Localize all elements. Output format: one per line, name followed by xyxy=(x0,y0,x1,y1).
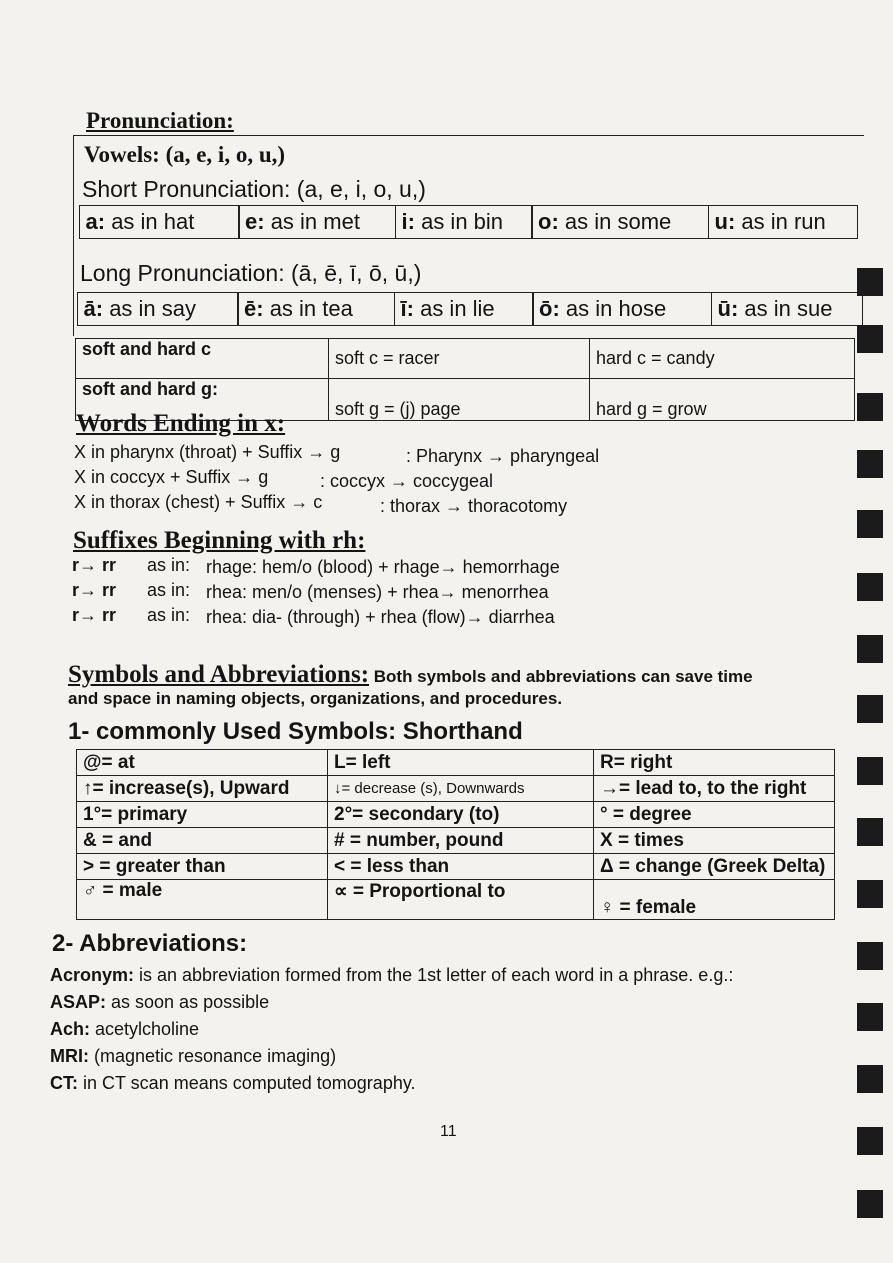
symbols-heading: Symbols and Abbreviations: xyxy=(68,661,370,688)
words-ending-result: : Pharynx → pharyngeal xyxy=(406,446,600,466)
soft-hard-table xyxy=(75,338,855,421)
binding-mark xyxy=(857,393,883,421)
symbol-cell: ♀ = female xyxy=(594,880,835,920)
symbol-cell: # = number, pound xyxy=(328,828,594,854)
binding-mark xyxy=(857,1190,883,1218)
binding-mark xyxy=(857,450,883,478)
words-ending-result: : coccyx → coccygeal xyxy=(320,471,494,491)
words-ending-line: X in coccyx + Suffix → g xyxy=(74,467,269,487)
abbreviation-line: Ach: acetylcholine xyxy=(50,1019,200,1039)
long-cell: ā: as in say xyxy=(77,292,239,326)
long-cell: ō: as in hose xyxy=(532,292,712,326)
binding-mark xyxy=(857,942,883,970)
words-ending-line: X in thorax (chest) + Suffix → c xyxy=(74,492,323,512)
symbols-intro xyxy=(68,661,838,710)
symbol-cell: ♂ = male xyxy=(77,880,328,920)
hard-c-example: hard c = candy xyxy=(590,339,855,379)
words-ending-list xyxy=(74,442,834,532)
symbol-cell: ↑= increase(s), Upward xyxy=(77,776,328,802)
soft-hard-c-label: soft and hard c xyxy=(76,339,329,379)
short-pronunciation-title: Short Pronunciation: (a, e, i, o, u,) xyxy=(82,176,426,202)
short-cell: o: as in some xyxy=(531,205,709,239)
abbreviations-list xyxy=(50,965,840,1105)
symbol-cell: 2°= secondary (to) xyxy=(328,802,594,828)
symbol-cell: X = times xyxy=(594,828,835,854)
long-pronunciation-row xyxy=(78,292,863,326)
suffix-line: rhage: hem/o (blood) + rhage→ hemorrhage xyxy=(206,557,560,577)
soft-c-example: soft c = racer xyxy=(329,339,590,379)
symbol-cell: →= lead to, to the right xyxy=(594,776,835,802)
short-cell: e: as in met xyxy=(238,205,396,239)
pronunciation-heading: Pronunciation: xyxy=(86,108,234,133)
symbol-cell: R= right xyxy=(594,750,835,776)
long-cell: ī: as in lie xyxy=(394,292,534,326)
binding-mark xyxy=(857,757,883,785)
symbol-cell: 1°= primary xyxy=(77,802,328,828)
suffix-line: as in: xyxy=(147,605,191,625)
binding-mark xyxy=(857,818,883,846)
short-cell: i: as in bin xyxy=(395,205,533,239)
suffixes-list xyxy=(72,555,832,635)
abbreviation-line: CT: in CT scan means computed tomography. xyxy=(50,1073,416,1093)
symbol-cell: L= left xyxy=(328,750,594,776)
short-cell: a: as in hat xyxy=(79,205,240,239)
symbols-subheading: 1- commonly Used Symbols: Shorthand xyxy=(68,718,523,745)
symbol-cell: ↓= decrease (s), Downwards xyxy=(328,776,594,802)
binding-mark xyxy=(857,325,883,353)
soft-hard-g-label: soft and hard g: xyxy=(76,379,329,421)
suffixes-heading: Suffixes Beginning with rh: xyxy=(73,527,366,554)
page-number: 11 xyxy=(440,1123,457,1140)
binding-mark xyxy=(857,268,883,296)
symbols-intro-line1: Both symbols and abbreviations can save time xyxy=(373,667,753,686)
symbol-cell: ° = degree xyxy=(594,802,835,828)
binding-mark xyxy=(857,1065,883,1093)
suffix-line: as in: xyxy=(147,555,191,575)
binding-mark xyxy=(857,1127,883,1155)
words-ending-line: X in pharynx (throat) + Suffix → g xyxy=(74,442,341,462)
abbreviations-subheading: 2- Abbreviations: xyxy=(52,930,248,957)
symbol-cell: Δ = change (Greek Delta) xyxy=(594,854,835,880)
binding-mark xyxy=(857,1003,883,1031)
abbreviation-line: ASAP: as soon as possible xyxy=(50,992,270,1012)
suffix-line: r→ rr xyxy=(72,555,117,575)
suffix-line: r→ rr xyxy=(72,605,117,625)
symbols-table xyxy=(76,749,835,920)
binding-mark xyxy=(857,635,883,663)
binding-mark xyxy=(857,573,883,601)
long-pronunciation-title: Long Pronunciation: (ā, ē, ī, ō, ū,) xyxy=(80,260,422,286)
suffix-line: r→ rr xyxy=(72,580,117,600)
vowels-title: Vowels: (a, e, i, o, u,) xyxy=(84,142,286,167)
symbol-cell: & = and xyxy=(77,828,328,854)
binding-mark xyxy=(857,695,883,723)
long-cell: ē: as in tea xyxy=(237,292,395,326)
binding-mark xyxy=(857,880,883,908)
abbreviation-line: Acronym: is an abbreviation formed from the 1st letter of each word in a phrase. e.g.: xyxy=(50,965,734,985)
symbol-cell: < = less than xyxy=(328,854,594,880)
words-ending-result: : thorax → thoracotomy xyxy=(380,496,568,516)
symbol-cell: ∝ = Proportional to xyxy=(328,880,594,920)
symbols-intro-line2: and space in naming objects, organizations, and procedures. xyxy=(68,689,563,708)
symbol-cell: > = greater than xyxy=(77,854,328,880)
long-cell: ū: as in sue xyxy=(711,292,863,326)
short-pronunciation-row xyxy=(80,205,858,239)
abbreviation-line: MRI: (magnetic resonance imaging) xyxy=(50,1046,337,1066)
suffix-line: rhea: dia- (through) + rhea (flow)→ diarrhea xyxy=(206,607,555,627)
binding-mark xyxy=(857,510,883,538)
soft-g-example: soft g = (j) page xyxy=(329,379,590,421)
suffix-line: as in: xyxy=(147,580,191,600)
short-cell: u: as in run xyxy=(708,205,858,239)
symbol-cell: @= at xyxy=(77,750,328,776)
suffix-line: rhea: men/o (menses) + rhea→ menorrhea xyxy=(206,582,549,602)
words-ending-heading: Words Ending in x: xyxy=(76,410,286,437)
hard-g-example: hard g = grow xyxy=(590,379,855,421)
